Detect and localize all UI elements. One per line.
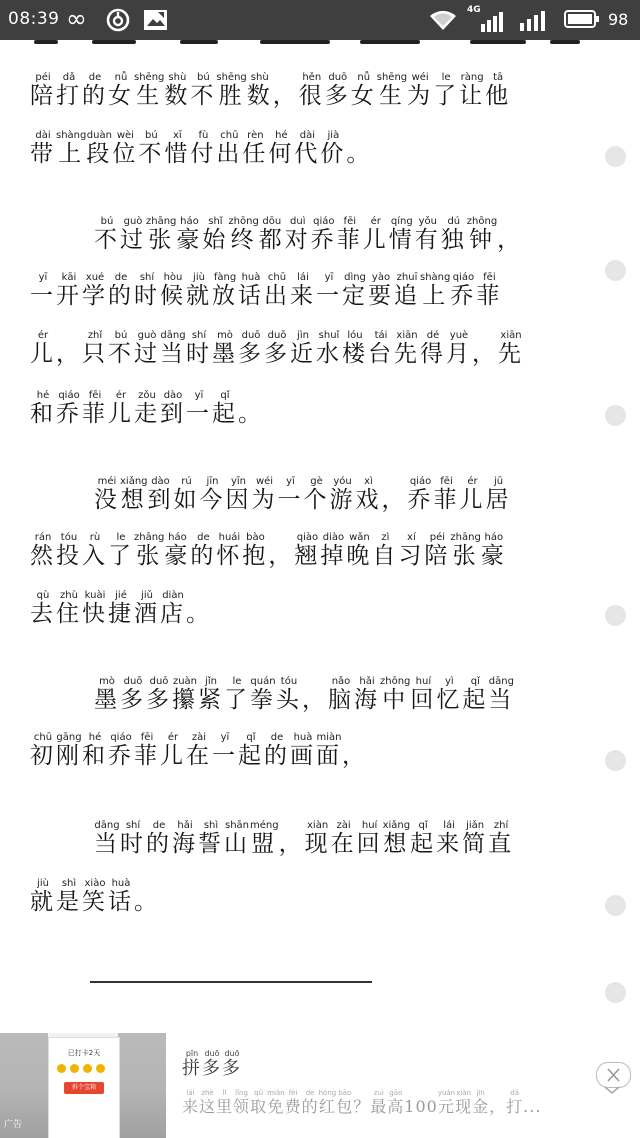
text-char: 情qíng [388, 216, 415, 253]
scroll-indicator-dot[interactable] [605, 982, 626, 1003]
text-char: 到dào [147, 476, 174, 513]
text-char: 很hěn [298, 72, 325, 109]
text-char: 个gè [303, 476, 330, 513]
text-char: 简jiǎn [462, 820, 489, 857]
text-char: 开kāi [56, 272, 82, 309]
text-char: ... [523, 1097, 542, 1116]
ad-tag: 广告 [4, 1120, 23, 1130]
text-char: 自zì [372, 532, 399, 569]
status-time: 08:39 [8, 9, 60, 29]
text-char: 到dào [160, 390, 186, 427]
text-char: 翘qiào [294, 532, 321, 569]
text-line [30, 532, 507, 582]
text-char: 他tā [485, 72, 512, 109]
text-char: 楼lóu [342, 330, 368, 367]
text-char: 誓shì [198, 820, 224, 857]
text-char: 想xiǎng [382, 820, 411, 857]
text-char: 放fàng [212, 272, 238, 309]
text-char: 高gāo [387, 1089, 405, 1116]
text-char: 胜shēng [216, 72, 247, 109]
text-char: 拼pīn [182, 1049, 202, 1079]
text-char: 都dōu [258, 216, 285, 253]
text-char: 没méi [94, 476, 120, 513]
text-char: 当dāng [488, 676, 515, 713]
text-char: 包bāo [336, 1089, 354, 1116]
text-char: 儿ér [160, 732, 186, 769]
text-line [94, 676, 514, 726]
text-char: 得dé [420, 330, 446, 367]
text-char: 如rú [173, 476, 200, 513]
text-char: 店diàn [160, 590, 186, 627]
text-char: 位wèi [112, 130, 139, 167]
text-char: 今jīn [199, 476, 226, 513]
text-char: 回huí [356, 820, 383, 857]
text-char: 陪péi [30, 72, 56, 109]
text-char: 数shù [164, 72, 191, 109]
text-char: 带dài [30, 130, 56, 167]
text-char: 为wéi [251, 476, 278, 513]
text-char: 代dài [294, 130, 321, 167]
text-char: 多duō [146, 676, 172, 713]
text-char: 生shēng [134, 72, 165, 109]
text-char: 在zài [186, 732, 212, 769]
text-char: 在zài [330, 820, 357, 857]
text-char: 上shàng [56, 130, 87, 167]
text-char: 就jiù [186, 272, 212, 309]
scroll-indicator-dot[interactable] [605, 750, 626, 771]
text-char: 话huà [108, 878, 134, 915]
text-char: 想xiǎng [120, 476, 148, 513]
text-char: 付fù [190, 130, 217, 167]
text-char: 的de [264, 732, 290, 769]
text-char: 是shì [56, 878, 82, 915]
text-char: 不bú [108, 330, 134, 367]
text-line [30, 878, 160, 928]
text-char: 费fèi [284, 1089, 302, 1116]
text-line [30, 590, 212, 640]
text-char: ， [268, 543, 295, 569]
text-char: 当dāng [94, 820, 120, 857]
text-char: 为wéi [407, 72, 434, 109]
partial-text-line [30, 26, 590, 48]
text-line [30, 390, 264, 440]
scroll-indicator-dot[interactable] [605, 146, 626, 167]
text-char: 豪háo [480, 532, 507, 569]
text-char: 现xiàn [455, 1089, 473, 1116]
text-char: 紧jǐn [198, 676, 224, 713]
scroll-indicator-dot[interactable] [605, 405, 626, 426]
text-char: 张zhāng [134, 532, 165, 569]
text-char: 一yī [212, 732, 238, 769]
text-char: 儿ér [362, 216, 389, 253]
text-char: 去qù [30, 590, 56, 627]
ad-description[interactable] [182, 1089, 592, 1117]
text-char: 起qǐ [462, 676, 489, 713]
text-char: 让ràng [459, 72, 486, 109]
text-char: 菲fēi [82, 390, 108, 427]
text-char: 拳quán [250, 676, 276, 713]
text-char: 时shí [120, 820, 146, 857]
text-char: 的de [146, 820, 172, 857]
text-char: 墨mò [212, 330, 238, 367]
text-char: 元yuán [437, 1089, 456, 1116]
text-char: 要yào [368, 272, 394, 309]
text-char: 面miàn [316, 732, 342, 769]
text-char: 了le [108, 532, 134, 569]
text-line [94, 476, 512, 526]
text-char: 豪háo [176, 216, 203, 253]
text-char: 儿ér [30, 330, 56, 367]
text-char: 掉diào [320, 532, 347, 569]
text-char: 水shuǐ [316, 330, 342, 367]
scroll-indicator-dot[interactable] [605, 895, 626, 916]
text-char: 起qǐ [238, 732, 264, 769]
text-char: 菲fēi [433, 476, 460, 513]
text-char: 不bú [190, 72, 217, 109]
text-char: 攥zuàn [172, 676, 198, 713]
text-char: 头tóu [276, 676, 302, 713]
text-char: 这zhè [199, 1089, 217, 1116]
text-line [30, 130, 372, 180]
text-char: 先xiān [498, 330, 524, 367]
text-char: 不bú [94, 216, 120, 253]
text-char: 直zhí [488, 820, 515, 857]
text-char: 取qǔ [250, 1089, 268, 1116]
text-char: 来lái [290, 272, 316, 309]
text-char: 乔qiáo [108, 732, 134, 769]
text-char: 入rù [82, 532, 108, 569]
text-char: 和hé [82, 732, 108, 769]
text-char: 走zǒu [134, 390, 160, 427]
text-char: 海hǎi [172, 820, 198, 857]
text-char: 最zuì [370, 1089, 388, 1116]
text-char: 捷jié [108, 590, 134, 627]
text-char: 。 [346, 141, 373, 167]
text-char: 女nǚ [108, 72, 134, 109]
text-char: 免miǎn [267, 1089, 285, 1116]
text-char: 的de [108, 272, 134, 309]
text-char: 只zhǐ [82, 330, 108, 367]
text-char: 来lái [436, 820, 463, 857]
text-char: 段duàn [86, 130, 113, 167]
text-char: 脑nǎo [328, 676, 354, 713]
text-char: 有yǒu [414, 216, 441, 253]
text-char: 出chū [216, 130, 243, 167]
text-char: 画huà [290, 732, 316, 769]
text-char: 时shí [186, 330, 212, 367]
text-char: 不bú [138, 130, 165, 167]
text-char: 的de [190, 532, 217, 569]
text-char: 忆yì [436, 676, 463, 713]
text-char: 。 [238, 401, 264, 427]
text-char: 回huí [410, 676, 437, 713]
text-char: 对duì [284, 216, 311, 253]
text-line [30, 272, 502, 322]
text-char: 数shù [246, 72, 273, 109]
text-char: 然rán [30, 532, 56, 569]
text-char: 打dǎ [506, 1089, 524, 1116]
text-char: 多duō [238, 330, 264, 367]
text-char: 一yī [277, 476, 304, 513]
infinity-icon: ∞ [66, 4, 87, 33]
text-char: ， [472, 341, 498, 367]
text-line [94, 820, 514, 870]
ad-title[interactable] [182, 1049, 242, 1080]
text-char: 何hé [268, 130, 295, 167]
text-char: 戏xì [355, 476, 382, 513]
text-char: 价jià [320, 130, 347, 167]
text-char: 一yī [30, 272, 56, 309]
text-char: 生shēng [376, 72, 408, 109]
text-char: 乔qiáo [310, 216, 337, 253]
text-char: 墨mò [94, 676, 120, 713]
text-char: 里lǐ [216, 1089, 234, 1116]
text-char: 领lǐng [233, 1089, 251, 1116]
text-char: 快kuài [82, 590, 108, 627]
text-line [30, 732, 368, 782]
ad-banner[interactable] [0, 1033, 640, 1138]
text-char: 任rèn [242, 130, 269, 167]
chapter-end-divider [90, 981, 372, 983]
ad-thumb-button: 拆个宝箱 [64, 1082, 104, 1094]
text-char: 当dāng [160, 330, 186, 367]
text-char: 起qǐ [212, 390, 238, 427]
text-char: 的de [82, 72, 108, 109]
text-char: 现xiàn [304, 820, 331, 857]
text-char: 始shǐ [202, 216, 229, 253]
text-char: 笑xiào [82, 878, 108, 915]
text-char: 菲fēi [134, 732, 160, 769]
text-char: 乔qiáo [56, 390, 82, 427]
text-char: 近jìn [290, 330, 316, 367]
text-char: 酒jiǔ [134, 590, 160, 627]
text-char: 陪péi [424, 532, 451, 569]
text-char: 张zhāng [450, 532, 481, 569]
text-char: 海hǎi [354, 676, 380, 713]
ad-thumb-title: 已打卡2天 [67, 1049, 101, 1057]
text-char: 来lái [182, 1089, 200, 1116]
text-char: 一yī [186, 390, 212, 427]
text-char: 菲fēi [336, 216, 363, 253]
text-char: 怀huái [216, 532, 243, 569]
network-type: 4G [467, 5, 481, 15]
text-char: 习xí [398, 532, 425, 569]
text-char: 多duō [202, 1049, 222, 1079]
text-char: 月yuè [446, 330, 472, 367]
text-char: ， [497, 227, 524, 253]
ad-phone-mockup [48, 1037, 120, 1138]
text-char: 儿ér [459, 476, 486, 513]
text-char: 定dìng [342, 272, 368, 309]
text-char: 终zhōng [228, 216, 259, 253]
text-char: 中zhōng [380, 676, 411, 713]
text-char: ， [489, 1097, 507, 1116]
text-char: 的de [301, 1089, 319, 1116]
text-char: 钟zhōng [466, 216, 498, 253]
text-char: 乔qiáo [407, 476, 434, 513]
text-char: 豪háo [164, 532, 191, 569]
text-char: ， [381, 487, 408, 513]
text-line [94, 216, 523, 266]
text-char: 红hóng [318, 1089, 337, 1116]
text-char: 女nǚ [350, 72, 377, 109]
text-char: 游yóu [329, 476, 356, 513]
text-char: 儿ér [108, 390, 134, 427]
text-char: 多duō [324, 72, 351, 109]
text-char: 先xiān [394, 330, 420, 367]
text-char: 出chū [264, 272, 290, 309]
text-char: 台tái [368, 330, 394, 367]
text-char: 追zhuī [394, 272, 420, 309]
text-char: 就jiù [30, 878, 56, 915]
text-char: 独dú [440, 216, 467, 253]
text-char: ？ [353, 1097, 371, 1116]
text-char: 。 [134, 889, 160, 915]
chevron-down-icon[interactable] [602, 1085, 622, 1095]
text-char: 晚wǎn [346, 532, 373, 569]
text-char: 起qǐ [410, 820, 437, 857]
text-line [30, 330, 524, 380]
text-char: 投tóu [56, 532, 82, 569]
text-char: 过guò [120, 216, 146, 253]
text-char: 了le [224, 676, 250, 713]
text-char: 了le [433, 72, 460, 109]
text-char: 。 [186, 601, 212, 627]
scroll-indicator-dot[interactable] [605, 260, 626, 281]
text-char: ， [278, 831, 305, 857]
text-char: 多duō [264, 330, 290, 367]
ad-thumbnail[interactable] [0, 1033, 166, 1138]
text-char: 抱bào [242, 532, 269, 569]
text-char: ， [302, 687, 328, 713]
text-char: 和hé [30, 390, 56, 427]
text-char: 话huà [238, 272, 264, 309]
text-char: ， [342, 743, 368, 769]
text-char: 100 [404, 1097, 438, 1116]
text-char: 过guò [134, 330, 160, 367]
text-char: 张zhāng [146, 216, 177, 253]
text-char: 一yī [316, 272, 342, 309]
text-char: 因yīn [225, 476, 252, 513]
text-char: 居jū [485, 476, 512, 513]
text-char: 乔qiáo [450, 272, 477, 309]
text-char: 住zhù [56, 590, 82, 627]
text-char: 候hòu [160, 272, 186, 309]
text-char: 刚gāng [56, 732, 82, 769]
text-char: 金jīn [472, 1089, 490, 1116]
scroll-indicator-dot[interactable] [605, 605, 626, 626]
text-char: 山shān [224, 820, 250, 857]
text-char: 多duō [222, 1049, 242, 1079]
text-char: 盟méng [250, 820, 279, 857]
text-char: 上shàng [420, 272, 451, 309]
text-char: ， [56, 341, 82, 367]
text-char: ， [272, 83, 299, 109]
battery-level: 98 [608, 10, 629, 29]
text-char: 学xué [82, 272, 108, 309]
text-line [30, 72, 511, 122]
text-char: 打dǎ [56, 72, 82, 109]
text-char: 多duō [120, 676, 146, 713]
text-char: 惜xī [164, 130, 191, 167]
text-char: 时shí [134, 272, 160, 309]
text-char: 初chū [30, 732, 56, 769]
text-char: 菲fēi [476, 272, 503, 309]
